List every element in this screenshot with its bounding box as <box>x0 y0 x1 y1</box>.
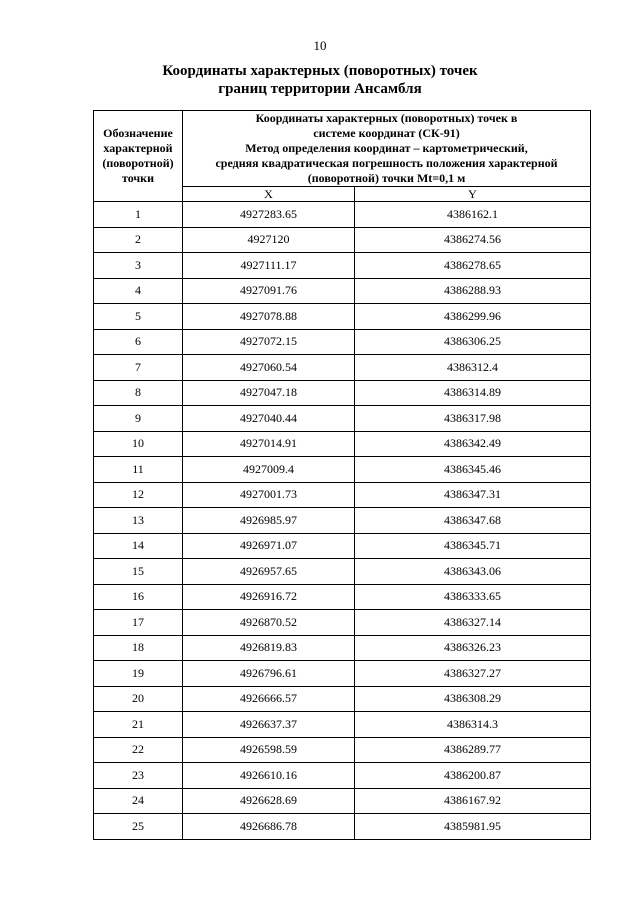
x-coordinate-cell: 4926985.97 <box>183 508 355 534</box>
y-coordinate-cell: 4386200.87 <box>355 763 591 789</box>
x-coordinate-cell: 4926628.69 <box>183 788 355 814</box>
y-coordinate-cell: 4386347.68 <box>355 508 591 534</box>
y-coordinate-cell: 4385981.95 <box>355 814 591 840</box>
table-row <box>94 431 591 457</box>
point-number-cell: 4 <box>94 278 183 304</box>
table-row <box>94 482 591 508</box>
x-coordinate-cell: 4927078.88 <box>183 304 355 330</box>
x-coordinate-cell: 4927111.17 <box>183 253 355 279</box>
x-coordinate-cell: 4927040.44 <box>183 406 355 432</box>
point-number-cell: 10 <box>94 431 183 457</box>
x-coordinate-cell: 4927120 <box>183 227 355 253</box>
x-coordinate-cell: 4927014.91 <box>183 431 355 457</box>
point-number-cell: 2 <box>94 227 183 253</box>
point-number-cell: 17 <box>94 610 183 636</box>
x-coordinate-cell: 4926971.07 <box>183 533 355 559</box>
point-number-cell: 19 <box>94 661 183 687</box>
y-coordinate-cell: 4386312.4 <box>355 355 591 381</box>
y-coordinate-cell: 4386345.71 <box>355 533 591 559</box>
table-row <box>94 559 591 585</box>
header-coordinate-system <box>183 111 591 187</box>
point-number-cell: 25 <box>94 814 183 840</box>
x-coordinate-cell: 4927072.15 <box>183 329 355 355</box>
table-row <box>94 584 591 610</box>
x-coordinate-cell: 4927047.18 <box>183 380 355 406</box>
point-number-cell: 13 <box>94 508 183 534</box>
point-number-cell: 9 <box>94 406 183 432</box>
y-coordinate-cell: 4386342.49 <box>355 431 591 457</box>
point-number-cell: 11 <box>94 457 183 483</box>
x-coordinate-cell: 4926916.72 <box>183 584 355 610</box>
x-coordinate-cell: 4926819.83 <box>183 635 355 661</box>
x-coordinate-cell: 4926957.65 <box>183 559 355 585</box>
point-number-cell: 7 <box>94 355 183 381</box>
x-coordinate-cell: 4927009.4 <box>183 457 355 483</box>
y-coordinate-cell: 4386326.23 <box>355 635 591 661</box>
x-coordinate-cell: 4927060.54 <box>183 355 355 381</box>
y-coordinate-cell: 4386327.27 <box>355 661 591 687</box>
y-coordinate-cell: 4386317.98 <box>355 406 591 432</box>
title-line-2: границ территории Ансамбля <box>218 81 422 97</box>
point-number-cell: 5 <box>94 304 183 330</box>
y-coordinate-cell: 4386327.14 <box>355 610 591 636</box>
point-number-cell: 3 <box>94 253 183 279</box>
title-line-1: Координаты характерных (поворотных) точек <box>162 63 478 79</box>
table-row <box>94 380 591 406</box>
x-coordinate-cell: 4926598.59 <box>183 737 355 763</box>
header-x: X <box>183 187 355 202</box>
point-number-cell: 21 <box>94 712 183 738</box>
point-number-cell: 6 <box>94 329 183 355</box>
page-title <box>0 62 640 98</box>
x-coordinate-cell: 4926610.16 <box>183 763 355 789</box>
coordinates-table <box>93 110 591 840</box>
table-row <box>94 329 591 355</box>
x-coordinate-cell: 4927001.73 <box>183 482 355 508</box>
table-row <box>94 788 591 814</box>
y-coordinate-cell: 4386345.46 <box>355 457 591 483</box>
point-number-cell: 8 <box>94 380 183 406</box>
x-coordinate-cell: 4926870.52 <box>183 610 355 636</box>
table-row <box>94 763 591 789</box>
table-row <box>94 406 591 432</box>
header-method-line-2: средняя квадратическая погрешность положения характерной <box>215 156 558 170</box>
point-number-cell: 1 <box>94 202 183 228</box>
x-coordinate-cell: 4927091.76 <box>183 278 355 304</box>
y-coordinate-cell: 4386343.06 <box>355 559 591 585</box>
point-number-cell: 15 <box>94 559 183 585</box>
y-coordinate-cell: 4386333.65 <box>355 584 591 610</box>
table-row <box>94 457 591 483</box>
y-coordinate-cell: 4386314.3 <box>355 712 591 738</box>
header-method-line-1: Метод определения координат – картометрический, <box>245 141 528 155</box>
table-row <box>94 533 591 559</box>
point-number-cell: 22 <box>94 737 183 763</box>
x-coordinate-cell: 4926637.37 <box>183 712 355 738</box>
y-coordinate-cell: 4386306.25 <box>355 329 591 355</box>
table-row <box>94 253 591 279</box>
y-coordinate-cell: 4386347.31 <box>355 482 591 508</box>
y-coordinate-cell: 4386278.65 <box>355 253 591 279</box>
point-number-cell: 14 <box>94 533 183 559</box>
table-row <box>94 304 591 330</box>
header-method-line-3: (поворотной) точки Mt=0,1 м <box>307 171 466 185</box>
y-coordinate-cell: 4386314.89 <box>355 380 591 406</box>
y-coordinate-cell: 4386274.56 <box>355 227 591 253</box>
table-row <box>94 227 591 253</box>
y-coordinate-cell: 4386289.77 <box>355 737 591 763</box>
point-number-cell: 20 <box>94 686 183 712</box>
x-coordinate-cell: 4927283.65 <box>183 202 355 228</box>
y-coordinate-cell: 4386162.1 <box>355 202 591 228</box>
header-system-line-2: системе координат (СК-91) <box>313 126 460 140</box>
y-coordinate-cell: 4386299.96 <box>355 304 591 330</box>
point-number-cell: 23 <box>94 763 183 789</box>
table-row <box>94 712 591 738</box>
table-row <box>94 610 591 636</box>
y-coordinate-cell: 4386167.92 <box>355 788 591 814</box>
header-y: Y <box>355 187 591 202</box>
table-row <box>94 278 591 304</box>
table-row <box>94 814 591 840</box>
table-row <box>94 202 591 228</box>
point-number-cell: 18 <box>94 635 183 661</box>
x-coordinate-cell: 4926686.78 <box>183 814 355 840</box>
x-coordinate-cell: 4926796.61 <box>183 661 355 687</box>
page-number: 10 <box>313 38 327 53</box>
table-row <box>94 635 591 661</box>
header-system-line-1: Координаты характерных (поворотных) точек в <box>255 111 518 125</box>
y-coordinate-cell: 4386308.29 <box>355 686 591 712</box>
table-row <box>94 355 591 381</box>
table-row <box>94 686 591 712</box>
point-number-cell: 12 <box>94 482 183 508</box>
y-coordinate-cell: 4386288.93 <box>355 278 591 304</box>
header-designation: Обозначение характерной (поворотной) точки <box>94 111 183 202</box>
table-row <box>94 661 591 687</box>
table-row <box>94 737 591 763</box>
point-number-cell: 24 <box>94 788 183 814</box>
table-row <box>94 508 591 534</box>
x-coordinate-cell: 4926666.57 <box>183 686 355 712</box>
point-number-cell: 16 <box>94 584 183 610</box>
